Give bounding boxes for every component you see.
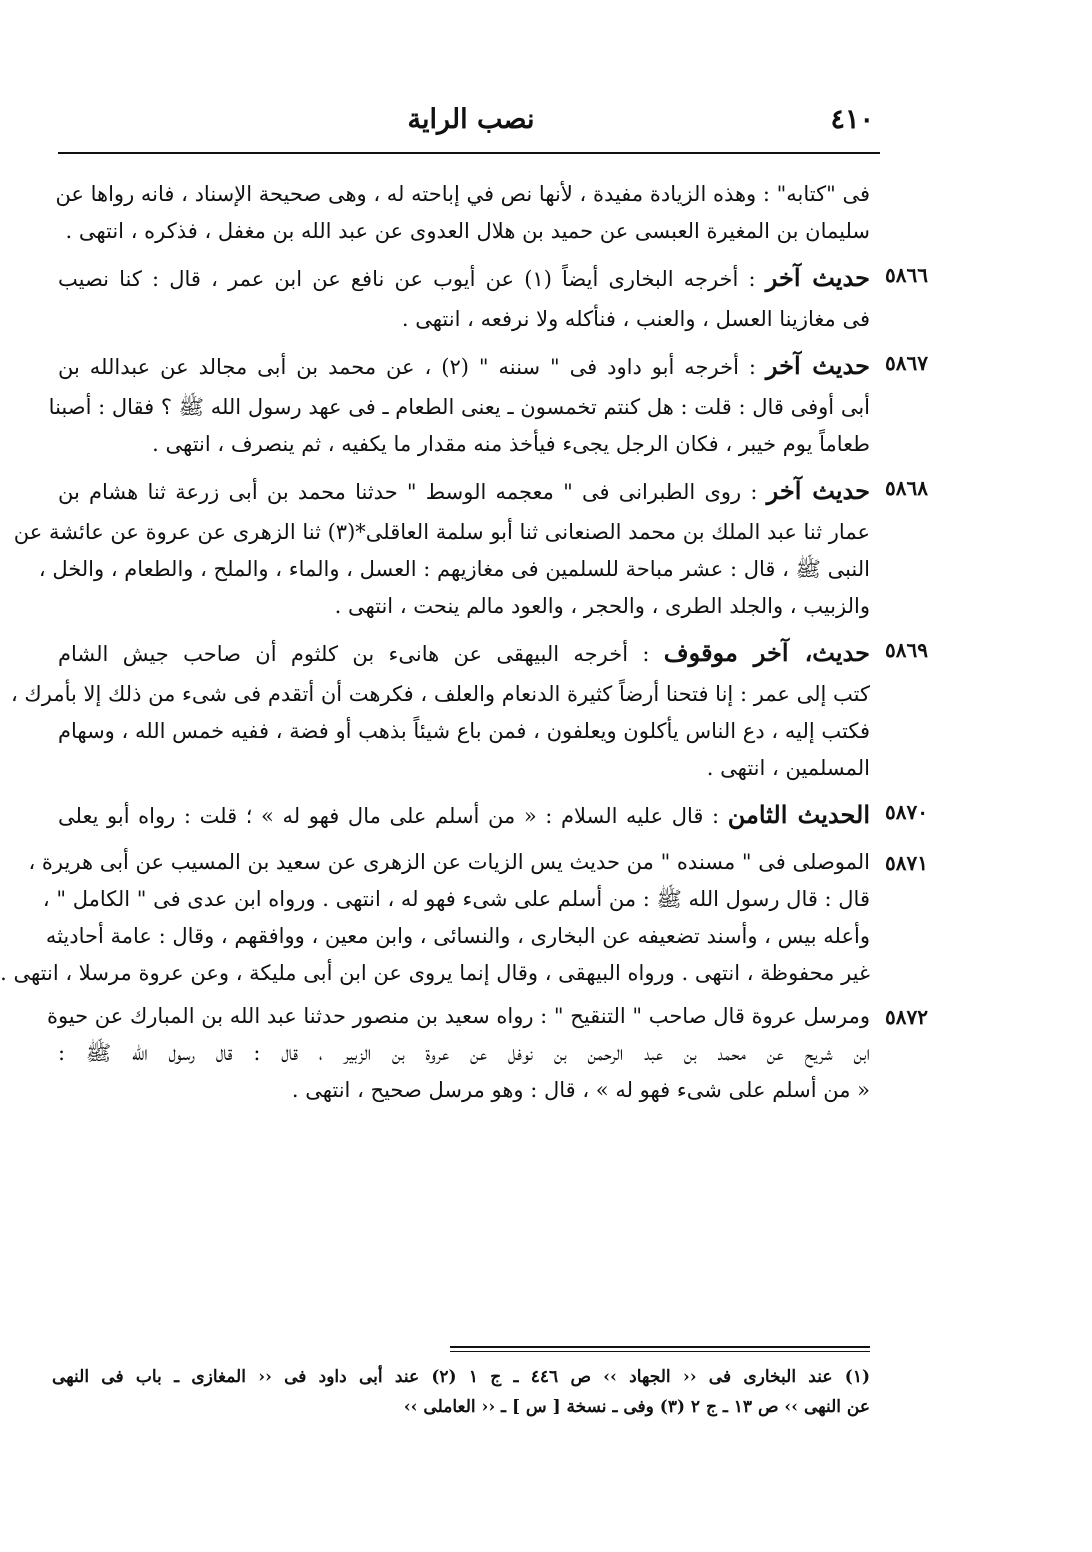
entry-5872: [46, 998, 928, 1109]
entry-5871: [0, 844, 928, 992]
text-run: : روى الطبرانى فى " معجمه الوسط " حدثنا محمد بن أبى زرعة ثنا هشام بن: [58, 480, 758, 504]
entry-heading: حديث آخر: [765, 351, 870, 380]
text-line: فى مغازينا العسل ، والعنب ، فنأكله ولا نرفعه ، انتهى .: [401, 307, 870, 331]
text-line: أبى أوفى قال : قلت : هل كنتم تخمسون ـ يعنى الطعام ـ فى عهد رسول الله ﷺ ؟ فقال : أصبنا: [48, 395, 870, 419]
running-title: نصب الراية: [407, 104, 535, 135]
hadith-number: ٥٨٦٧: [885, 351, 928, 375]
page-number: ٤١٠: [830, 104, 874, 135]
hadith-number: ٥٨٧١: [885, 851, 928, 875]
text-line: « من أسلم على شىء فهو له » ، قال : وهو مرسل صحيح ، انتهى .: [291, 1078, 870, 1102]
footnote-rule: [450, 1351, 870, 1352]
text-line: ابن شريح عن محمد بن عبد الرحمن بن نوفل عن عروة بن الزبير ، قال : قال رسول الله ﷺ :: [58, 1041, 870, 1065]
text-line: النبى ﷺ ، قال : عشر مباحة للسلمين فى مغازيهم : العسل ، والماء ، والملح ، والطعام ، والخل ،: [38, 557, 870, 581]
text-line: [58, 631, 870, 676]
text-line: فكتب إليه ، دع الناس يأكلون ويعلفون ، فمن باع شيئاً بذهب أو فضة ، ففيه خمس الله ، وسهام: [58, 719, 870, 743]
entry-5867: [48, 344, 928, 463]
hadith-number: ٥٨٦٩: [885, 638, 928, 662]
text-run: : أخرجه أبو داود فى " سننه " (٢) ، عن محمد بن أبى مجالد عن عبدالله بن: [58, 355, 756, 379]
hadith-number: ٥٨٧٢: [885, 1005, 928, 1029]
entry-heading: حديث آخر: [765, 263, 870, 292]
entry-5866: [58, 256, 928, 338]
text-line: غير محفوظة ، انتهى . ورواه البيهقى ، وقال إنما يروى عن ابن أبى مليكة ، وعن عروة مرسلا ، انتهى .: [0, 961, 870, 985]
entry-5869: [10, 631, 928, 787]
hadith-number: ٥٨٦٨: [885, 476, 928, 500]
text-line: [58, 793, 870, 838]
text-line: [58, 469, 870, 514]
text-run: : قال عليه السلام : « من أسلم على مال فهو له » ؛ قلت : رواه أبو يعلى: [58, 804, 720, 828]
text-run: : أخرجه البخارى أيضاً (١) عن أيوب عن نافع عن ابن عمر ، قال : كنا نصيب: [58, 267, 756, 291]
text-line: والزبيب ، والجلد الطرى ، والحجر ، والعود مالم ينحت ، انتهى .: [334, 594, 870, 618]
text-run: : أخرجه البيهقى عن هانىء بن كلثوم أن صاحب جيش الشام: [58, 642, 650, 666]
text-line: كتب إلى عمر : إنا فتحنا أرضاً كثيرة الدنعام والعلف ، فكرهت أن أتقدم فى شىء من ذلك إلا بأمرك ،: [10, 682, 870, 706]
footnote-line: عن النهى ›› ص ١٣ ـ ج ٢ (٣) وفى ـ نسخة [ س ] ـ ‹‹ العاملى ››: [403, 1397, 870, 1417]
footnote-line: (١) عند البخارى فى ‹‹ الجهاد ›› ص ٤٤٦ ـ ج ١ (٢) عند أبى داود فى ‹‹ المغازى ـ باب فى النهى: [52, 1367, 871, 1387]
text-line: ومرسل عروة قال صاحب " التنقيح " : رواه سعيد بن منصور حدثنا عبد الله بن المبارك عن حيوة: [46, 1004, 870, 1028]
entry-5868: [13, 469, 928, 625]
text-line: المسلمين ، انتهى .: [706, 756, 870, 780]
entry-5870: [58, 793, 928, 838]
header-rule: [58, 152, 880, 154]
hadith-number: ٥٨٧٠: [885, 800, 928, 824]
text-line: وأعله بيس ، وأسند تضعيفه عن البخارى ، والنسائى ، وابن معين ، ووافقهم ، وقال : عامة أحاديثه: [45, 924, 870, 948]
hadith-number: ٥٨٦٦: [885, 263, 928, 287]
footnotes: [52, 1362, 870, 1422]
entry-continuation: [55, 176, 870, 250]
entry-heading: حديث آخر: [766, 476, 870, 505]
text-line: عمار ثنا عبد الملك بن محمد الصنعانى ثنا أبو سلمة العاقلى*(٣) ثنا الزهرى عن عروة عن عائشة عن: [13, 520, 870, 544]
text-line: [58, 344, 870, 389]
text-line: الموصلى فى " مسنده " من حديث يس الزيات عن الزهرى عن سعيد بن المسيب عن أبى هريرة ،: [28, 850, 870, 874]
text-line: سليمان بن المغيرة العبسى عن حميد بن هلال العدوى عن عبد الله بن مغفل ، فذكره ، انتهى .: [65, 219, 870, 243]
text-line: طعاماً يوم خيبر ، فكان الرجل يجىء فيأخذ منه مقدار ما يكفيه ، ثم ينصرف ، انتهى .: [152, 432, 870, 456]
footnote-rule: [450, 1346, 870, 1348]
text-line: قال : قال رسول الله ﷺ : من أسلم على شىء فهو له ، انتهى . ورواه ابن عدى فى " الكامل " ،: [42, 887, 870, 911]
entry-heading: حديث، آخر موقوف: [663, 638, 870, 667]
body-text: [0, 176, 928, 1115]
page-header: [62, 100, 880, 152]
entry-heading: الحديث الثامن: [727, 800, 870, 829]
text-line: فى "كتابه" : وهذه الزيادة مفيدة ، لأنها نص في إباحته له ، وهى صحيحة الإسناد ، فانه رواها عن: [55, 182, 870, 206]
text-line: [58, 256, 870, 301]
